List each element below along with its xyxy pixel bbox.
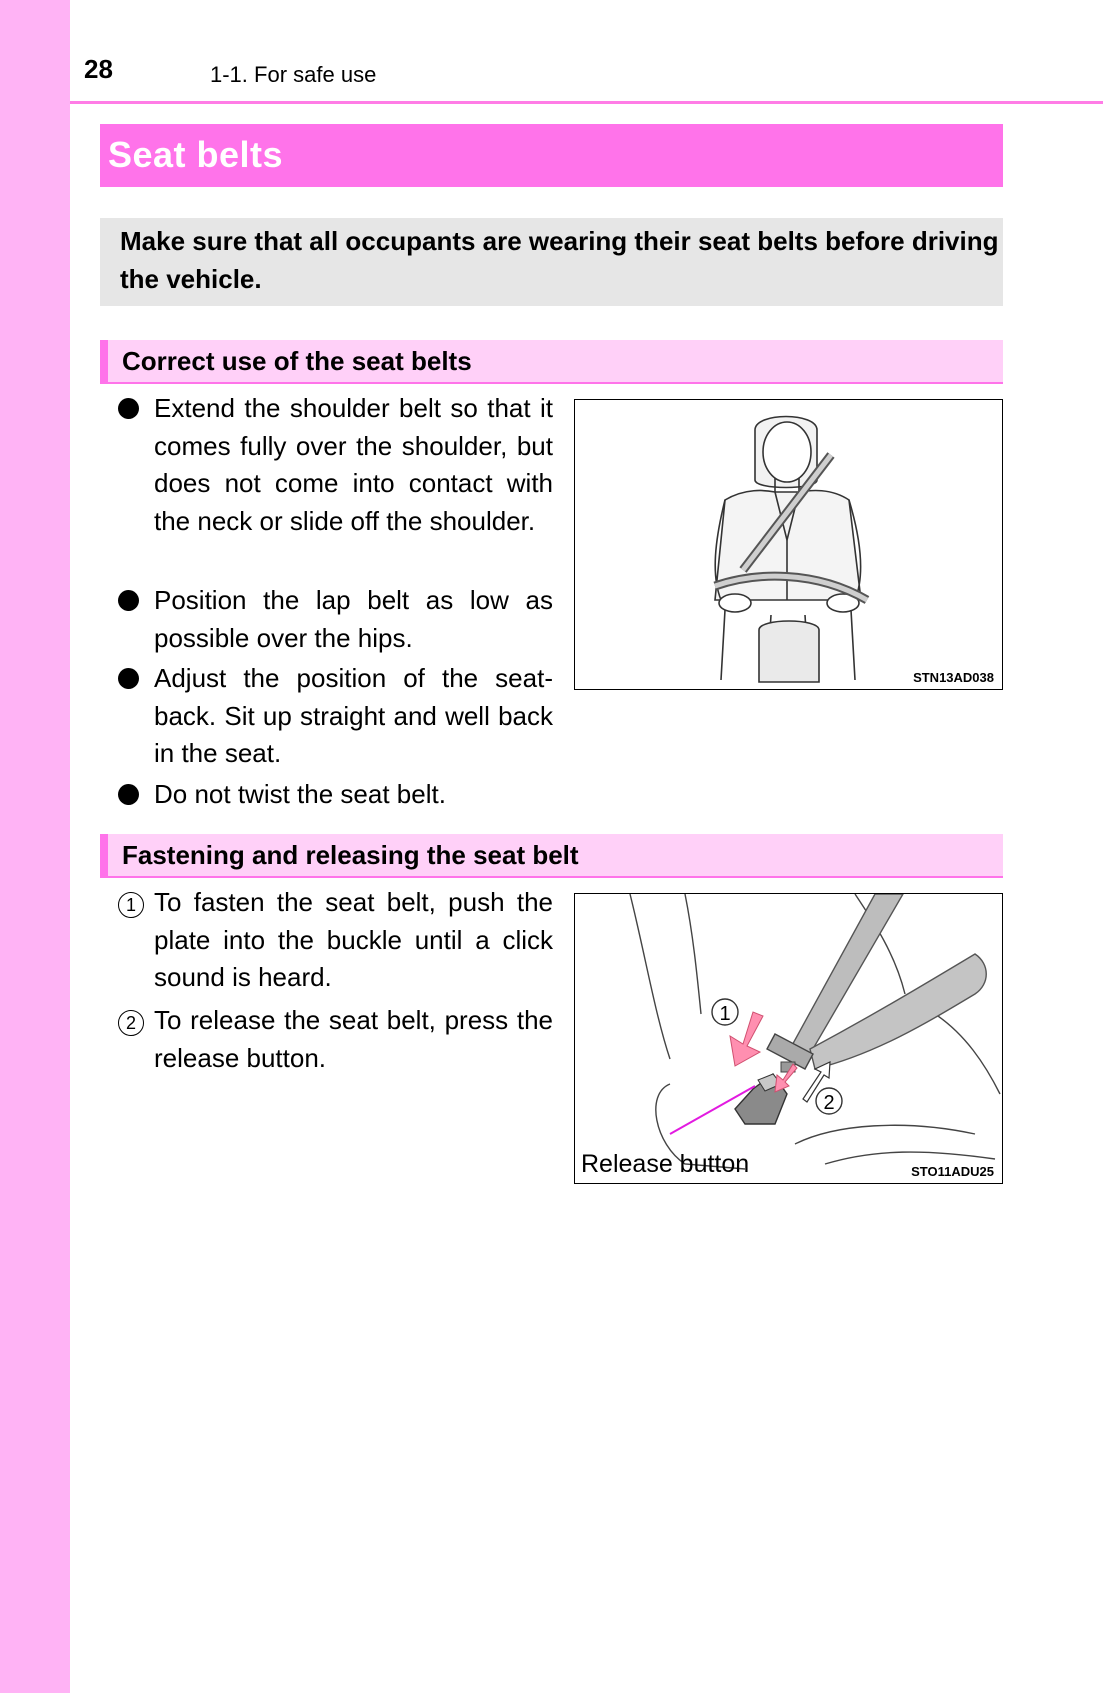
release-button-label: Release button xyxy=(581,1150,750,1178)
section-heading-label: Fastening and releasing the seat belt xyxy=(122,840,579,870)
bullet-icon xyxy=(118,668,139,689)
list-item xyxy=(118,660,553,773)
running-title: 1-1. For safe use xyxy=(210,62,377,87)
step-number-icon: 2 xyxy=(118,1010,144,1036)
buckle-illustration xyxy=(574,893,1003,1184)
bullet-text: Do not twist the seat belt. xyxy=(154,779,446,809)
seat-belt-buckle-icon xyxy=(575,894,1002,1183)
bullet-icon xyxy=(118,398,139,419)
list-item xyxy=(118,1002,553,1077)
side-tab-strip xyxy=(0,0,70,1693)
step-number-icon: 1 xyxy=(118,892,144,918)
callout-2: 2 xyxy=(823,1092,835,1114)
bullet-icon xyxy=(118,784,139,805)
callout-1: 1 xyxy=(719,1003,731,1025)
seated-occupant-illustration xyxy=(574,399,1003,690)
figure-code: STN13AD038 xyxy=(913,670,994,685)
occupant-icon xyxy=(575,400,1002,689)
list-item xyxy=(118,776,553,814)
section-heading-correct-use xyxy=(100,340,1003,384)
intro-box xyxy=(100,218,1003,306)
step-text: To fasten the seat belt, push the plate into the buckle until a click sound is heard. xyxy=(154,887,553,992)
list-item xyxy=(118,884,553,997)
bullet-text: Extend the shoulder belt so that it comes fully over the shoulder, but does not come into contact with the neck or slide off the shoulder. xyxy=(154,393,553,536)
figure-code: STO11ADU25 xyxy=(911,1164,994,1179)
page-number: 28 xyxy=(84,54,113,84)
bullet-icon xyxy=(118,590,139,611)
header-divider xyxy=(70,101,1103,104)
step-text: To release the seat belt, press the release button. xyxy=(154,1005,553,1073)
section-heading-fastening xyxy=(100,834,1003,878)
bullet-text: Adjust the position of the seat-back. Sit up straight and well back in the seat. xyxy=(154,663,553,768)
page-title: Seat belts xyxy=(108,134,284,175)
bullet-text: Position the lap belt as low as possible over the hips. xyxy=(154,585,553,653)
list-item xyxy=(118,390,553,540)
list-item xyxy=(118,582,553,657)
title-bar xyxy=(100,124,1003,187)
section-heading-label: Correct use of the seat belts xyxy=(122,346,472,376)
intro-text: Make sure that all occupants are wearing their seat belts before driving the vehicle. xyxy=(120,226,999,294)
